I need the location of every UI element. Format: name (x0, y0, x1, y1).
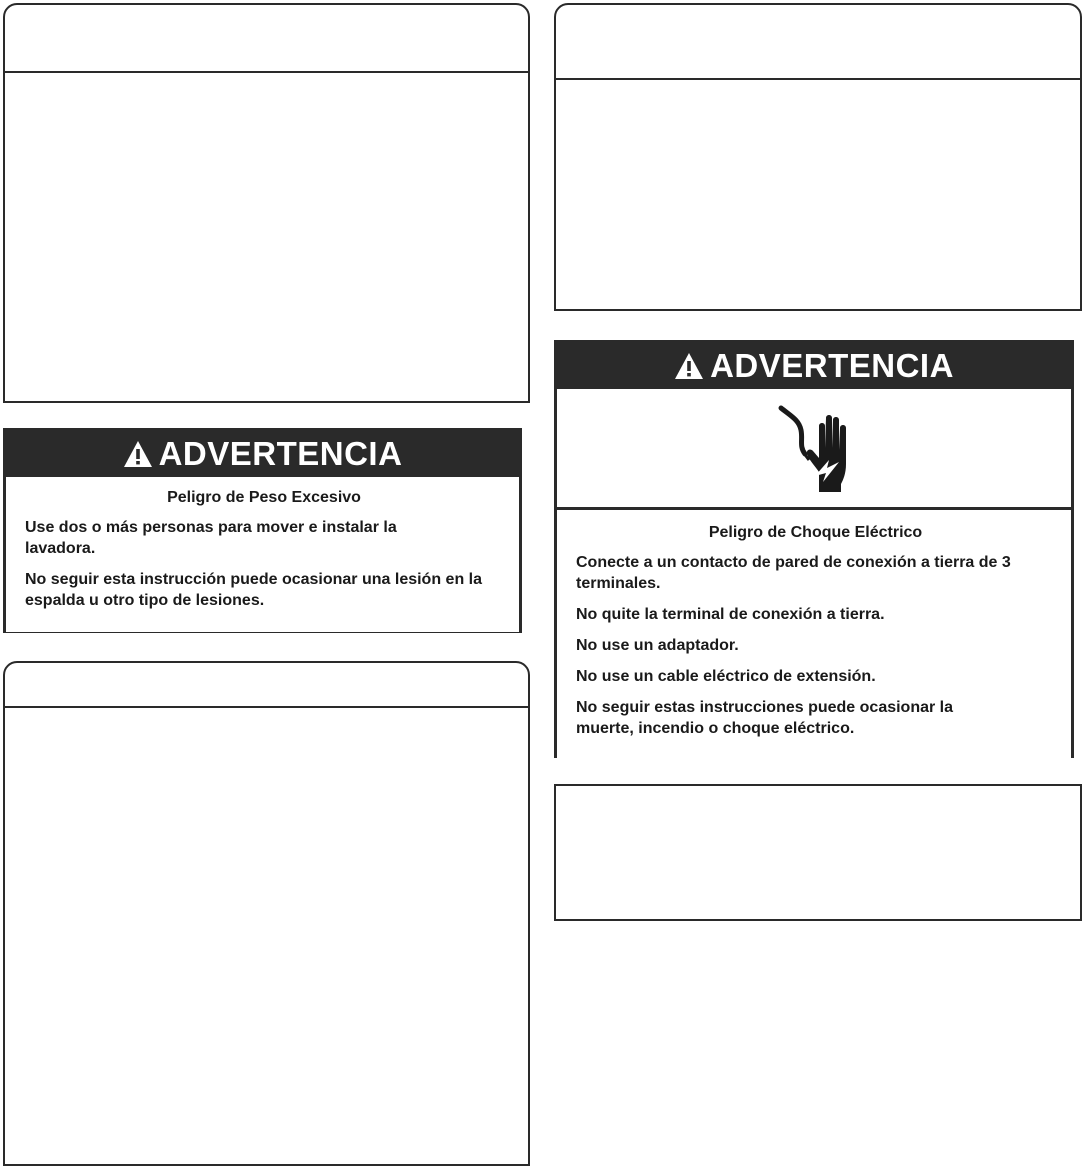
warning-title: Peligro de Choque Eléctrico (708, 524, 923, 541)
blank-panel-top-left (3, 3, 530, 403)
warning-paragraph: Conecte a un contacto de pared de conexión a tierra de 3 terminales. (576, 554, 1011, 592)
warning-box-weight (3, 428, 522, 633)
hazard-icon-area (557, 389, 1071, 510)
warning-paragraph: No seguir estas instrucciones puede ocasionar la muerte, incendio o choque eléctrico. (576, 699, 954, 737)
warning-triangle-icon (123, 440, 153, 468)
blank-panel-bottom-left (3, 661, 530, 1166)
warning-box-electric (554, 340, 1074, 758)
warning-paragraph: No use un cable eléctrico de extensión. (576, 668, 876, 685)
warning-triangle-icon (674, 352, 704, 380)
warning-paragraph: Use dos o más personas para mover e instalar la lavadora. (25, 519, 397, 557)
panel-header-divider (5, 706, 528, 708)
warning-header-label: ADVERTENCIA (710, 347, 954, 384)
warning-header-label: ADVERTENCIA (158, 435, 403, 472)
warning-paragraph: No quite la terminal de conexión a tierra. (576, 606, 885, 623)
blank-box-bottom-right (554, 784, 1082, 921)
warning-paragraph: No use un adaptador. (576, 637, 739, 654)
warning-paragraph: No seguir esta instrucción puede ocasionar una lesión en la espalda u otro tipo de lesiones. (25, 571, 483, 609)
warning-body (557, 510, 1071, 762)
warning-header (557, 343, 1071, 389)
warning-header (6, 431, 519, 477)
warning-title: Peligro de Peso Excesivo (167, 489, 361, 506)
blank-panel-top-right (554, 3, 1082, 311)
electric-shock-hand-icon (769, 402, 859, 494)
panel-header-divider (556, 78, 1080, 80)
warning-body (6, 477, 519, 632)
panel-header-divider (5, 71, 528, 73)
